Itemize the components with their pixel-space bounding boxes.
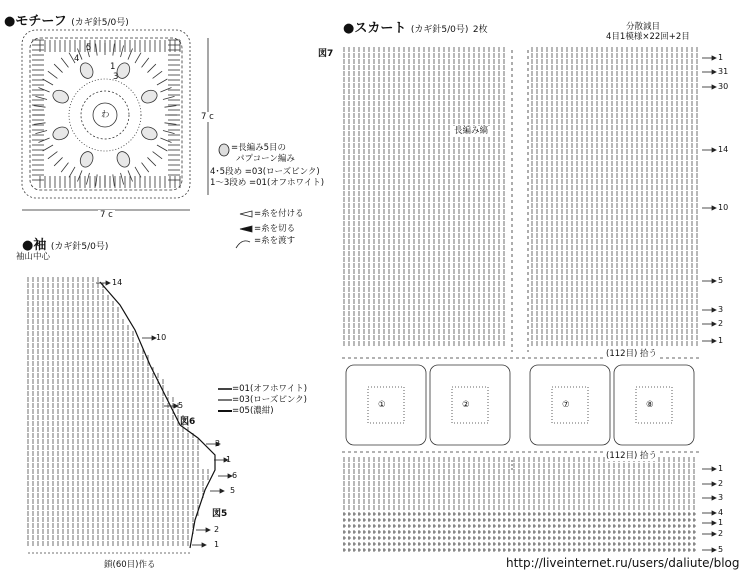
sleeve-title: ●袖 (カギ針5/0号) xyxy=(22,238,109,253)
sleeve-top-center: 袖山中心 xyxy=(16,252,51,262)
skirt-motif-number: ② xyxy=(462,400,470,410)
sleeve-fig5: 図5 xyxy=(212,509,228,519)
motif-height-label: 7 c xyxy=(201,112,214,122)
sleeve-row-label: 5 xyxy=(178,401,184,410)
motif-round-label: 1 xyxy=(110,62,116,72)
watermark-url: http://liveinternet.ru/users/daliute/blog xyxy=(506,556,740,570)
motif-round-label: 3 xyxy=(113,72,119,82)
sleeve-chain-start: 鎖(60目)作る xyxy=(104,560,156,570)
skirt-row-label: 31 xyxy=(718,67,729,76)
skirt-row-label: 2 xyxy=(718,319,724,328)
skirt-motif-number: ① xyxy=(378,400,386,410)
color-legend-03: =03(ローズピンク) xyxy=(232,395,307,405)
color-legend-05: =05(濃紺) xyxy=(232,406,274,416)
skirt-row-label: 4 xyxy=(718,508,724,517)
skirt-row-label: 30 xyxy=(718,82,729,91)
legend-join: =糸を付ける xyxy=(254,209,304,219)
skirt-row-label: 5 xyxy=(718,276,724,285)
sleeve-row-label: 1 xyxy=(226,455,232,464)
legend-popcorn-line2: パプコーン編み xyxy=(236,154,295,164)
sleeve-row-label: 14 xyxy=(112,278,123,287)
skirt-motif-number: ⑦ xyxy=(562,400,570,410)
skirt-title: ●スカート (カギ針5/0号) 2枚 xyxy=(343,21,488,36)
legend-cut: =糸を切る xyxy=(254,224,296,234)
skirt-fig7: 図7 xyxy=(318,49,334,59)
skirt-stitch-label: 長編み縞 xyxy=(454,126,489,136)
sleeve-row-label: 2 xyxy=(215,439,221,448)
skirt-motif-number: ⑧ xyxy=(646,400,654,410)
skirt-decrease-line1: 分散減目 xyxy=(626,22,661,32)
skirt-row-label: 2 xyxy=(718,529,724,538)
legend-popcorn-line1: =長編み5目の xyxy=(231,143,287,153)
skirt-row-label: 1 xyxy=(718,53,724,62)
motif-round-label: 4 xyxy=(74,54,80,64)
skirt-row-label: 2 xyxy=(718,479,724,488)
skirt-row-label: 3 xyxy=(718,493,724,502)
sleeve-row-label: 10 xyxy=(156,333,167,342)
skirt-chart xyxy=(343,47,697,552)
skirt-row-label: 3 xyxy=(718,305,724,314)
legend-rows-13: 1～3段め =01(オフホワイト) xyxy=(210,178,325,188)
motif-title: ●モチーフ (カギ針5/0号) xyxy=(4,14,129,29)
sleeve-row-label: 2 xyxy=(214,525,220,534)
skirt-row-label: 5 xyxy=(718,545,724,554)
skirt-row-label: 1 xyxy=(718,336,724,345)
color-legend-01: =01(オフホワイト) xyxy=(232,384,308,394)
skirt-decrease-line2: 4目1模様×22回+2目 xyxy=(606,32,690,42)
motif-width-label: 7 c xyxy=(100,210,113,220)
legend-rows-45: 4･5段め =03(ローズピンク) xyxy=(210,167,320,177)
legend-pass: =糸を渡す xyxy=(254,236,296,246)
skirt-row-label: 1 xyxy=(718,518,724,527)
motif-round-label: 5 xyxy=(86,43,92,53)
skirt-row-label: 1 xyxy=(718,464,724,473)
sleeve-row-label: 5 xyxy=(230,486,236,495)
motif-center-label: わ xyxy=(101,110,110,120)
skirt-row-label: 10 xyxy=(718,203,729,212)
sleeve-fig6: 図6 xyxy=(180,417,196,427)
skirt-pick-top: (112目) 拾う xyxy=(606,349,658,359)
skirt-row-label: 14 xyxy=(718,145,729,154)
skirt-pick-bottom: (112目) 拾う xyxy=(606,451,658,461)
sleeve-row-label: 6 xyxy=(232,471,238,480)
sleeve-row-label: 1 xyxy=(214,540,220,549)
